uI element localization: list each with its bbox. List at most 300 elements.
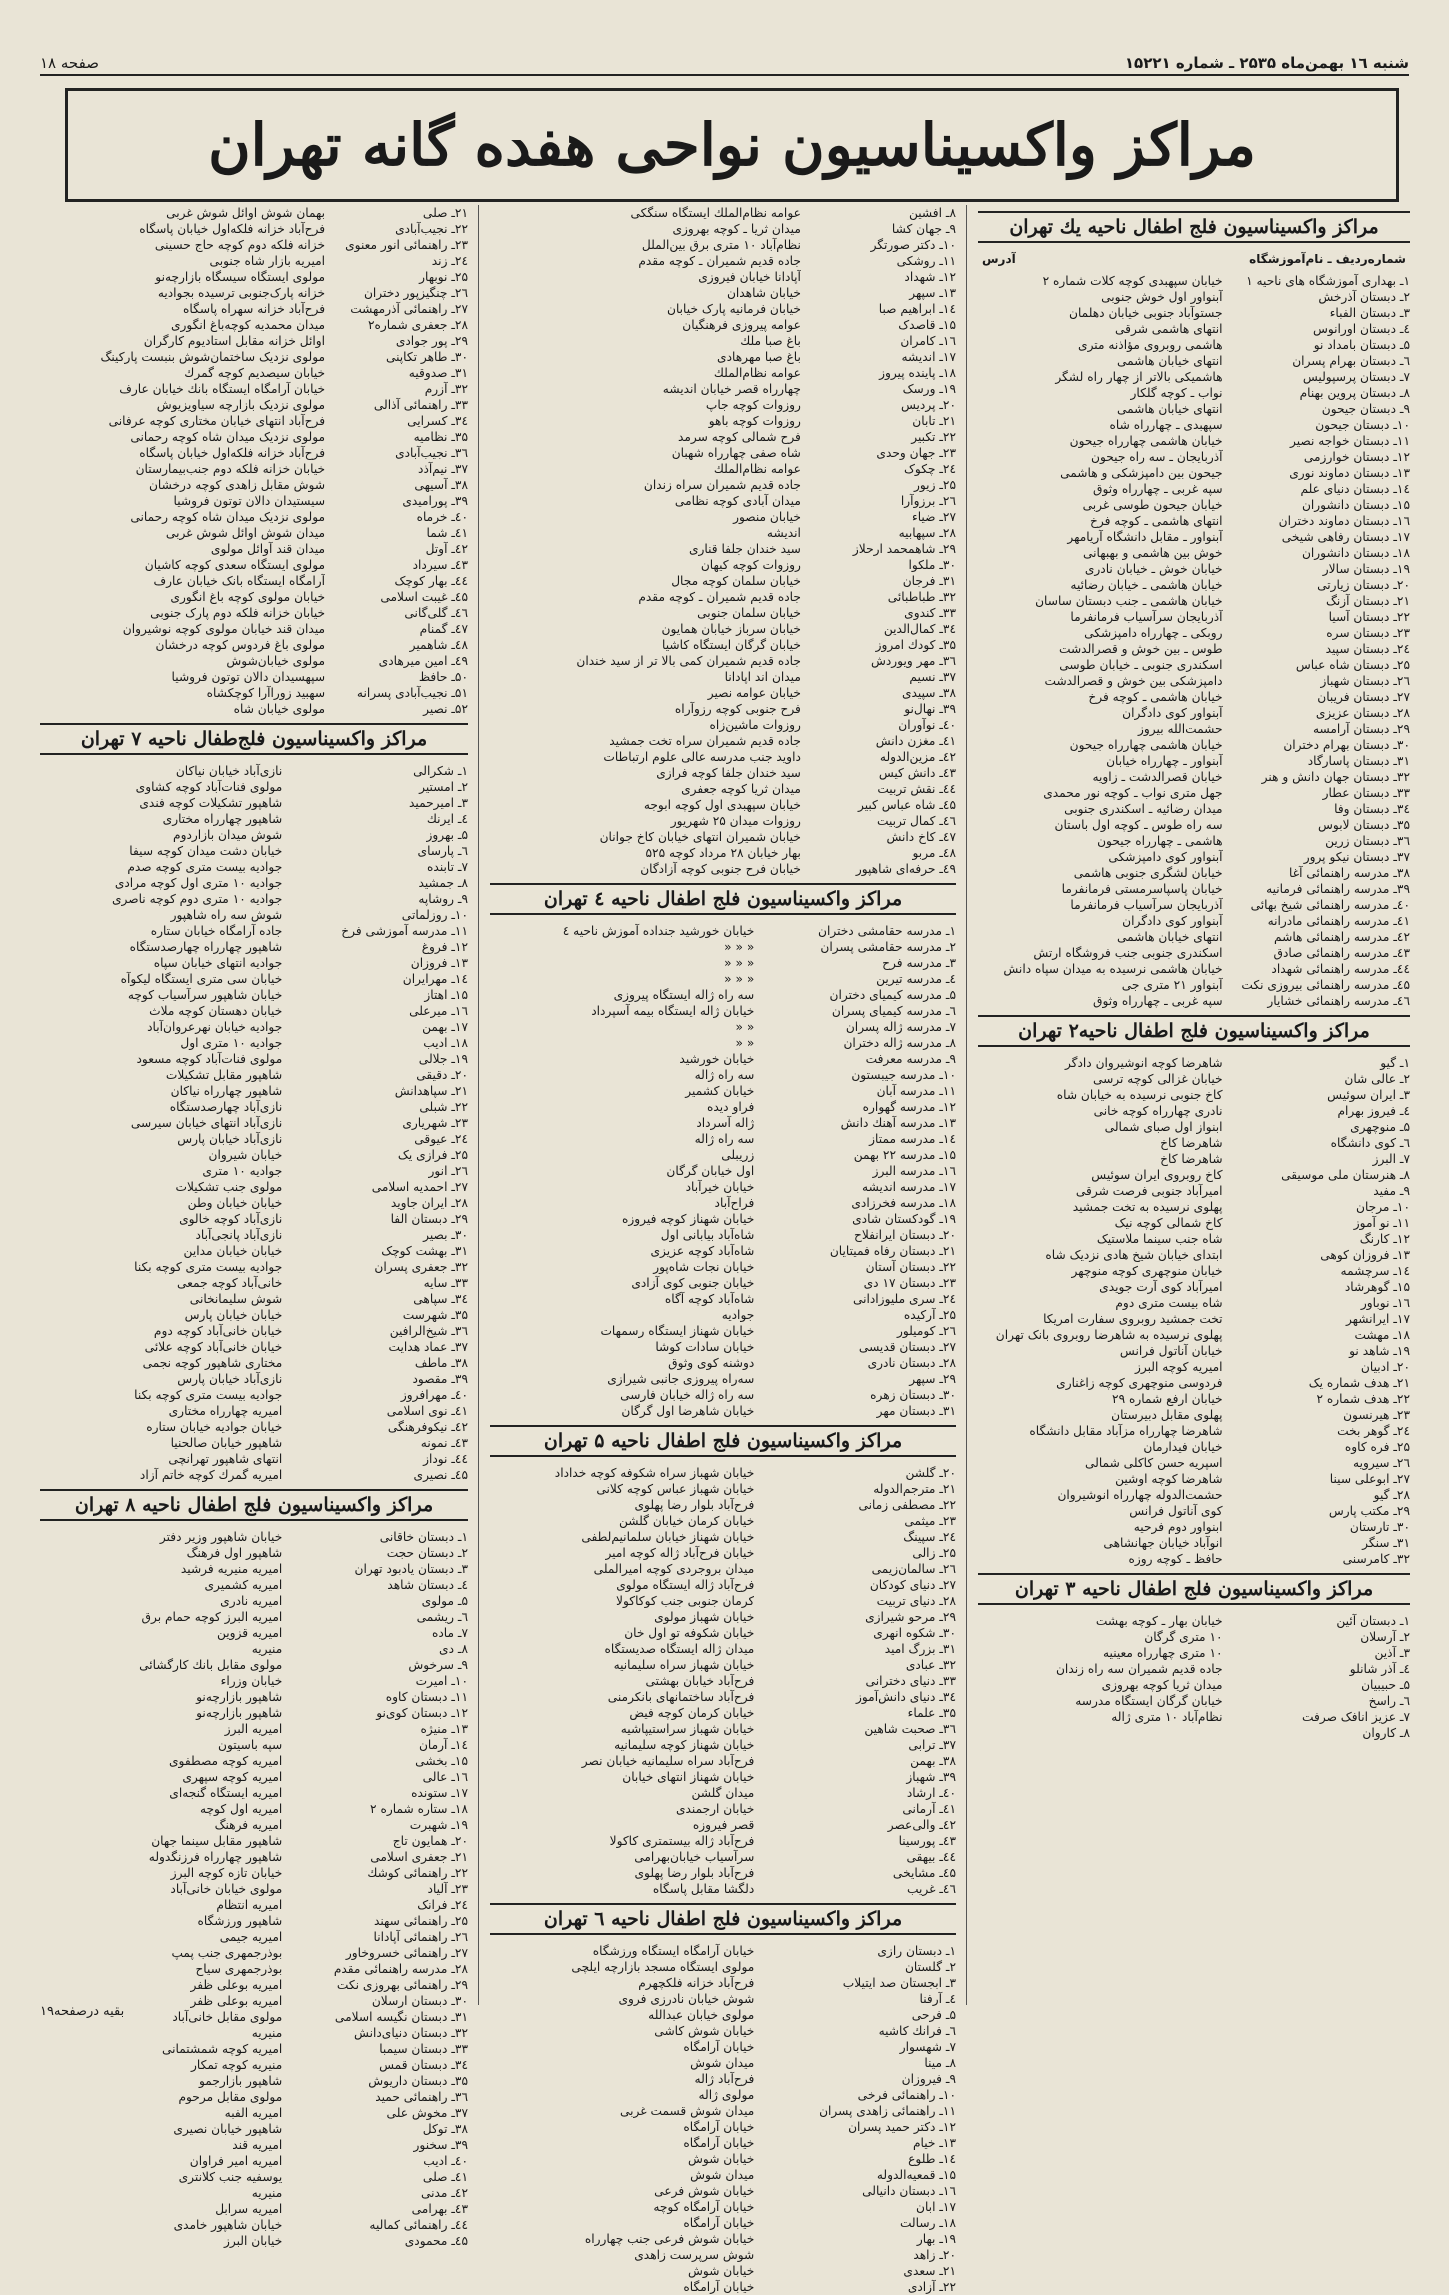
center-address: کاخ شمالی کوچه نیک bbox=[1114, 1216, 1223, 1230]
list-item bbox=[490, 285, 956, 301]
center-address: بوذرجمهری جنب پمپ bbox=[171, 1946, 283, 1960]
center-name: ۲٤ـ چکوک bbox=[903, 462, 956, 476]
list-item bbox=[40, 1163, 468, 1179]
center-name: ٦ـ راسخ bbox=[1368, 1694, 1410, 1708]
headline-box bbox=[65, 88, 1399, 202]
list-item bbox=[490, 1227, 956, 1243]
center-name: ۱۸ـ دبستان دانشوران bbox=[1301, 546, 1410, 560]
center-address: باغ صبا مهرهادی bbox=[717, 350, 801, 364]
list-item bbox=[490, 2151, 956, 2167]
center-name: ۲۰ـ پردیس bbox=[900, 398, 956, 412]
center-address: خیابان خیابان مداین bbox=[183, 1244, 283, 1258]
center-name: ۱۷ـ مدرسه اندیشه bbox=[862, 1180, 956, 1194]
center-address: خیابان خزانه فلکه دوم جنب‌بیمارستان bbox=[135, 462, 326, 476]
list-item bbox=[40, 477, 468, 493]
center-address: شاهپور چهارراه چهارصدستگاه bbox=[129, 940, 283, 954]
center-address: قصر فیروزه bbox=[692, 1818, 755, 1832]
center-name: ۲۳ـ جهان وحدی bbox=[876, 446, 956, 460]
list-item bbox=[978, 849, 1410, 865]
center-address: سید خندان جلفا کوچه فرازی bbox=[656, 766, 801, 780]
center-name: ۷ـ دبستان پرسپولیس bbox=[1302, 370, 1410, 384]
center-address: خزانه فلکه دوم کوچه حاج حسینی bbox=[154, 238, 326, 252]
center-name: ۱۵ـ قاصدک bbox=[898, 318, 956, 332]
center-address: روزوات میدان ۲۵ شهریور bbox=[670, 814, 801, 828]
center-name: ۷ـ ماده bbox=[431, 1626, 468, 1640]
list-item bbox=[490, 2055, 956, 2071]
list-item bbox=[40, 429, 468, 445]
center-address: سهبید زوراآرا کوچکشاه bbox=[206, 686, 326, 700]
center-name: ۹ـ سرخوش bbox=[408, 1658, 468, 1672]
center-address: امیریه قزوین bbox=[217, 1626, 283, 1640]
center-name: ۳۵ـ دبستان لابوس bbox=[1318, 818, 1410, 832]
center-address: میدان شوش اوائل شوش غربی bbox=[165, 526, 326, 540]
list-item bbox=[40, 955, 468, 971]
center-name: ۳٤ـ دبستان وفا bbox=[1334, 802, 1410, 816]
center-name: ۲٦ـ انور bbox=[428, 1164, 468, 1178]
list-item bbox=[490, 1975, 956, 1991]
center-name: ۲۵ـ فره کاوه bbox=[1344, 1440, 1410, 1454]
center-address: امیریه اول کوچه bbox=[199, 1802, 283, 1816]
list-item bbox=[40, 1083, 468, 1099]
center-address: فرح‌آباد خزانه فلکه‌اول خیابان پاسگاه bbox=[139, 222, 326, 236]
center-name: ۵ـ مولوی bbox=[421, 1594, 468, 1608]
center-address: فرح‌آباد ژاله ایستگاه مولوی bbox=[616, 1578, 755, 1592]
center-name: ۳۵ـ دبستان داریوش bbox=[368, 2074, 468, 2088]
list-item bbox=[978, 369, 1410, 385]
center-name: ۳٤ـ سپاهی bbox=[413, 1292, 468, 1306]
center-name: ۲۸ـ گیو bbox=[1373, 1488, 1410, 1502]
center-name: ۱۹ـ گودکستان شادی bbox=[852, 1212, 956, 1226]
center-address: میدان اند اپادانا bbox=[724, 670, 801, 684]
list-item bbox=[490, 1051, 956, 1067]
center-address: سه راه طوس ـ کوچه اول باستان bbox=[1054, 818, 1223, 832]
center-name: ۲۰ـ همایون تاج bbox=[392, 1834, 468, 1848]
list-item bbox=[40, 1435, 468, 1451]
list-item bbox=[490, 2135, 956, 2151]
list-item bbox=[978, 1519, 1410, 1535]
list-item bbox=[978, 417, 1410, 433]
list-item bbox=[490, 1339, 956, 1355]
list-item bbox=[490, 1865, 956, 1881]
center-address: « « « bbox=[724, 956, 755, 970]
center-address: امیریه کوچه مصطفوی bbox=[168, 1754, 283, 1768]
center-name: ۳۱ـ بزرگ امید bbox=[884, 1642, 956, 1656]
center-address: خیابان شهباز سراستیپاشیه bbox=[620, 1722, 755, 1736]
center-name: ۱۵ـ قمعیه‌الدوله bbox=[876, 2168, 956, 2182]
list-item bbox=[978, 1167, 1410, 1183]
center-address: شاهپور چهارراه مختاری bbox=[162, 812, 283, 826]
list-item bbox=[978, 385, 1410, 401]
center-address: میدان ثریا ـ کوچه بهروزی bbox=[672, 222, 801, 236]
list-item bbox=[40, 891, 468, 907]
list-item bbox=[490, 445, 956, 461]
center-name: ۱۸ـ ادیب bbox=[423, 1036, 468, 1050]
center-address: امیریه بوعلی ظفر bbox=[190, 1978, 283, 1992]
center-name: ۳۸ـ ماطف bbox=[414, 1356, 468, 1370]
center-address: شاهرضا چهارراه مزآباد مقابل دانشگاه bbox=[1029, 1424, 1223, 1438]
list-item bbox=[490, 861, 956, 877]
center-name: ٤٦ـ مدرسه راهنمائی خشایار bbox=[1267, 994, 1410, 1008]
center-name: ٤٦ـ کمال تربیت bbox=[877, 814, 956, 828]
center-name: ۲۱ـ دبستان رفاه فمیتایان bbox=[829, 1244, 956, 1258]
list-item bbox=[978, 913, 1410, 929]
center-name: ۲۷ـ دبستان قدیسی bbox=[858, 1340, 956, 1354]
center-address: زریبلی bbox=[721, 1148, 755, 1162]
center-name: ۲۲ـ تکبیر bbox=[911, 430, 956, 444]
center-address: خیابان شاهدان bbox=[726, 286, 801, 300]
center-name: ۷ـ مدرسه ژاله پسران bbox=[845, 1020, 956, 1034]
page-number: صفحه ۱۸ bbox=[40, 54, 99, 72]
list-item bbox=[490, 1035, 956, 1051]
center-address: خیابان ارفع شماره ۲۹ bbox=[1112, 1392, 1223, 1406]
center-name: ۸ـ هنرستان ملی موسیقی bbox=[1281, 1168, 1410, 1182]
list-item bbox=[490, 987, 956, 1003]
list-item bbox=[490, 1211, 956, 1227]
center-name: ۳۱ـ سنگر bbox=[1362, 1536, 1410, 1550]
list-item bbox=[40, 1849, 468, 1865]
center-address: یوسفیه جنب کلانتری bbox=[178, 2170, 283, 2184]
center-address: شوش خیابان نادرزی فروی bbox=[618, 1992, 755, 2006]
center-name: ۳۰ـ دبستان بهرام دختران bbox=[1283, 738, 1410, 752]
center-name: ۲۱ـ سعدی bbox=[903, 2264, 956, 2278]
list-item bbox=[40, 397, 468, 413]
column-right bbox=[978, 205, 1410, 1741]
center-name: ۱۲ـ شهداد bbox=[904, 270, 956, 284]
center-name: ٤۳ـ سیرداد bbox=[412, 558, 468, 572]
center-name: ۱۷ـ ایرانشهر bbox=[1345, 1312, 1410, 1326]
center-name: ۳۲ـ آزرم bbox=[424, 382, 468, 396]
center-name: ۱۷ـ اندیشه bbox=[901, 350, 956, 364]
center-address: خیابان عوامه نصیر bbox=[707, 686, 801, 700]
center-address: سه راه ژاله خیابان فارسی bbox=[620, 1388, 755, 1402]
list-item bbox=[978, 705, 1410, 721]
center-name: ٤۵ـ شاه عباس کبیر bbox=[857, 798, 956, 812]
center-name: ۱۰ـ مرجان bbox=[1356, 1200, 1410, 1214]
center-name: ۳۳ـ راهنمائی آذالی bbox=[373, 398, 468, 412]
list-item bbox=[490, 1083, 956, 1099]
list-item bbox=[40, 589, 468, 605]
center-address: شاهپور ورزشگاه bbox=[197, 1914, 283, 1928]
list-item bbox=[978, 1087, 1410, 1103]
center-name: ٤۱ـ نوی اسلامی bbox=[386, 1404, 468, 1418]
center-name: ۲۳ـ هیرنسون bbox=[1343, 1408, 1410, 1422]
center-list bbox=[490, 205, 956, 877]
center-address: مولوی مقابل بانك کارگشائی bbox=[139, 1658, 283, 1672]
list-item bbox=[40, 971, 468, 987]
center-address: فرح شمالی کوچه سرمد bbox=[677, 430, 801, 444]
center-address: انتهای خیابان هاشمی bbox=[1116, 402, 1223, 416]
list-item bbox=[40, 2153, 468, 2169]
center-name: ۱۳ـ فروزان bbox=[410, 956, 468, 970]
center-address: مولوی خیابان شاه bbox=[233, 702, 326, 716]
list-item bbox=[978, 593, 1410, 609]
list-item bbox=[490, 365, 956, 381]
list-item bbox=[40, 621, 468, 637]
center-address: خیابان آرامگاه bbox=[683, 2120, 755, 2134]
center-address: مولوی خیابان‌شوش bbox=[226, 654, 326, 668]
list-item bbox=[40, 525, 468, 541]
list-item bbox=[40, 1833, 468, 1849]
section-title: مراکز واکسیناسیون فلج اطفال ناحیه ٤ تهران bbox=[490, 883, 956, 915]
center-address: مولوی ایستگاه مسجد بازارچه ایلچی bbox=[571, 1960, 755, 1974]
center-name: ۳۹ـ نهال‌نو bbox=[904, 702, 956, 716]
center-name: ۳ـ دبستان یادبود تهران bbox=[354, 1562, 468, 1576]
center-name: ۲۵ـ دبستان شاه عباس bbox=[1295, 658, 1410, 672]
list-item bbox=[40, 1467, 468, 1483]
list-item bbox=[490, 1067, 956, 1083]
center-name: ۲٦ـ دبستان شهباز bbox=[1320, 674, 1410, 688]
center-name: ٤۵ـ غیبت اسلامی bbox=[380, 590, 468, 604]
center-name: ۱٦ـ نوباور bbox=[1360, 1296, 1410, 1310]
list-item bbox=[978, 769, 1410, 785]
center-name: ٤۱ـ مغزن دانش bbox=[875, 734, 956, 748]
list-item bbox=[40, 1945, 468, 1961]
list-item bbox=[40, 1451, 468, 1467]
center-address: امیریه قند bbox=[232, 2138, 283, 2152]
center-address: جوادیه ۱۰ متری دوم کوچه ناصری bbox=[111, 892, 283, 906]
center-name: ۳۰ـ بصیر bbox=[423, 1228, 468, 1242]
center-address: روزوات ماشین‌زاه bbox=[709, 718, 801, 732]
center-address: هاشمی روبروی مؤاذنه متری bbox=[1078, 338, 1223, 352]
center-address: شاه بیست متری دوم bbox=[1115, 1296, 1223, 1310]
center-name: ٤۵ـ مدرسه راهنمائی بیروزی نکت bbox=[1241, 978, 1410, 992]
center-address: مولوی مقابل خانی‌آباد bbox=[172, 2010, 283, 2024]
list-item bbox=[490, 829, 956, 845]
center-name: ۱ـ دبستان رازی bbox=[877, 1944, 956, 1958]
list-item bbox=[490, 461, 956, 477]
list-item bbox=[40, 1705, 468, 1721]
center-name: ۱۳ـ فروزان کوهی bbox=[1320, 1248, 1410, 1262]
center-name: ۲۹ـ پور جوادی bbox=[395, 334, 468, 348]
list-item bbox=[40, 1721, 468, 1737]
center-name: ۱٦ـ دبستان دانیالی bbox=[862, 2184, 956, 2198]
center-name: ۵ـ بهروز bbox=[426, 828, 468, 842]
list-item bbox=[978, 993, 1410, 1009]
list-item bbox=[490, 923, 956, 939]
list-item bbox=[978, 881, 1410, 897]
center-address: خیابان آرامگاه bbox=[683, 2216, 755, 2230]
center-address: مولوی نزدیک میدان شاه کوچه رحمانی bbox=[130, 510, 326, 524]
center-address: آذربایجان سرآسیاب فرمانفرما bbox=[1070, 610, 1223, 624]
list-item bbox=[978, 1535, 1410, 1551]
list-item bbox=[490, 765, 956, 781]
center-name: ۳۲ـ عبادی bbox=[905, 1658, 956, 1672]
column-rule bbox=[966, 205, 967, 2005]
center-name: ٤۵ـ مشایخی bbox=[892, 1866, 956, 1880]
list-item bbox=[40, 2073, 468, 2089]
center-address: خیابان شوش فرعی جنب چهارراه bbox=[584, 2232, 755, 2246]
center-address: خیابان البرز bbox=[224, 2234, 283, 2248]
center-name: ۳۱ـ صدوقیه bbox=[408, 366, 468, 380]
center-address: شاهپور مقابل تشکیلات bbox=[165, 1068, 283, 1082]
center-address: نازی‌آباد کوچه خالوی bbox=[179, 1212, 283, 1226]
center-name: ۳۷ـ عماد هدایت bbox=[388, 1340, 468, 1354]
list-item bbox=[978, 817, 1410, 833]
center-address: فراو دیده bbox=[706, 1100, 755, 1114]
list-item bbox=[490, 2103, 956, 2119]
section-title: مراکز واکسیناسیون فلج اطفال ناحیه ۵ تهران bbox=[490, 1425, 956, 1457]
center-address: شاهپور چهارراه نیاکان bbox=[170, 1084, 283, 1098]
center-name: ۵۱ـ نجیب‌آبادی پسرانه bbox=[356, 686, 468, 700]
center-name: ۲۲ـ راهنمائی کوشك bbox=[367, 1866, 468, 1880]
center-name: ۳۵ـ کودك امروز bbox=[875, 638, 956, 652]
center-address: منیریه bbox=[251, 2026, 283, 2040]
center-name: ۱۵ـ بخشی bbox=[415, 1754, 468, 1768]
list-item bbox=[40, 1339, 468, 1355]
list-item bbox=[978, 529, 1410, 545]
center-name: ٤٤ـ راهنمائی کمالیه bbox=[369, 2218, 468, 2232]
list-item bbox=[490, 301, 956, 317]
list-item bbox=[40, 221, 468, 237]
center-address: خیابان خیابان پارس bbox=[184, 1308, 283, 1322]
list-item bbox=[978, 1693, 1410, 1709]
center-address: خیابان فرمانیه پارک خیابان bbox=[667, 302, 801, 316]
center-name: ۱۲ـ مدرسه گهواره bbox=[862, 1100, 956, 1114]
center-address: خانی‌آباد کوچه جمعی bbox=[177, 1276, 283, 1290]
list-item bbox=[40, 669, 468, 685]
center-address: امیرآباد جنوبی فرصت شرقی bbox=[1075, 1184, 1223, 1198]
center-address: امیریه فرهنگ bbox=[214, 1818, 283, 1832]
center-name: ۲۳ـ آلیاد bbox=[427, 1882, 468, 1896]
header-address: آدرس bbox=[982, 252, 1016, 266]
center-name: ۳۰ـ دبستان زهره bbox=[870, 1388, 956, 1402]
list-item bbox=[40, 1913, 468, 1929]
center-address: شاه صفی چهارراه شهبان bbox=[671, 446, 801, 460]
center-name: ۳ـ ایران سوئیس bbox=[1327, 1088, 1410, 1102]
center-name: ۱۷ـ ابان bbox=[916, 2200, 956, 2214]
center-name: ٦ـ دبستان بهرام پسران bbox=[1292, 354, 1410, 368]
center-name: ۲۱ـ تابان bbox=[912, 414, 956, 428]
center-name: ۳٦ـ صحبت شاهین bbox=[864, 1722, 956, 1736]
center-address: فرح‌آباد خیابان بهشتی bbox=[645, 1674, 755, 1688]
list-item bbox=[40, 1641, 468, 1657]
center-name: ٤۲ـ مدرسه راهنمائی هاشم bbox=[1274, 930, 1410, 944]
center-name: ۳۰ـ تارستان bbox=[1349, 1520, 1410, 1534]
list-item bbox=[978, 801, 1410, 817]
center-address: جاده قدیم شمیران سراه زندان bbox=[643, 478, 801, 492]
center-name: ٤۱ـ آرمانی bbox=[902, 1802, 956, 1816]
list-item bbox=[40, 1291, 468, 1307]
list-item bbox=[978, 721, 1410, 737]
center-name: ٤ـ دبستان شاهد bbox=[387, 1578, 468, 1592]
center-address: عوامه نظام‌الملك bbox=[713, 366, 801, 380]
column-rule bbox=[478, 205, 479, 2005]
center-address: میدان ثریا کوچه جعفری bbox=[681, 782, 801, 796]
center-name: ٦ـ ریشمی bbox=[416, 1610, 468, 1624]
list-item bbox=[978, 1151, 1410, 1167]
center-address: کرمان جنوبی جنب کوکاکولا bbox=[616, 1594, 755, 1608]
center-name: ۲٦ـ کومیلور bbox=[896, 1324, 956, 1338]
center-address: فرح‌آباد ژاله bbox=[694, 2072, 755, 2086]
center-name: ٤۲ـ آوتل bbox=[425, 542, 468, 556]
list-item bbox=[490, 2215, 956, 2231]
list-item bbox=[40, 1577, 468, 1593]
center-address: شاهپور بازارجمو bbox=[199, 2074, 283, 2088]
center-name: ۱۳ـ دبستان دماوند نوری bbox=[1289, 466, 1410, 480]
center-name: ۲ـ مدرسه حقامشی پسران bbox=[820, 940, 956, 954]
center-address: منیریه bbox=[251, 2186, 283, 2200]
center-address: خیابان شهناز ایستگاه رسمهات bbox=[600, 1324, 755, 1338]
center-name: ۱۱ـ مدرسه آموزشی فرخ bbox=[341, 924, 468, 938]
center-address: امیریه جیمی bbox=[219, 1930, 283, 1944]
center-name: ۱۲ـ دبستان خوارزمی bbox=[1303, 450, 1410, 464]
center-address: شاهرضا کاخ bbox=[1160, 1152, 1223, 1166]
center-name: ٦ـ پارسای bbox=[417, 844, 468, 858]
center-address: امیریه بوعلی ظفر bbox=[190, 1994, 283, 2008]
center-address: امیریه البرز کوچه حمام برق bbox=[141, 1610, 283, 1624]
list-item bbox=[40, 541, 468, 557]
center-name: ۳۱ـ بهشت کوچک bbox=[381, 1244, 468, 1258]
center-name: ۳۷ـ نیم‌آذد bbox=[418, 462, 468, 476]
center-name: ۱۹ـ ورسک bbox=[902, 382, 956, 396]
center-address: فرح‌آباد بلوار رضا پهلوی bbox=[634, 1498, 755, 1512]
center-name: ۱٦ـ عالی bbox=[422, 1770, 468, 1784]
list-item bbox=[490, 1291, 956, 1307]
center-address: خیابان دشت میدان کوچه سیفا bbox=[129, 844, 283, 858]
center-name: ٤۰ـ مدرسه راهنمائی شیخ بهائی bbox=[1250, 898, 1410, 912]
center-name: ۱۰ـ دکتر صورتگر bbox=[870, 238, 956, 252]
center-name: ٤ـ مدرسه تیرین bbox=[876, 972, 956, 986]
center-name: ۱۷ـ بهمن bbox=[422, 1020, 468, 1034]
list-item bbox=[978, 657, 1410, 673]
center-name: ۱۳ـ مدرسه آهنك دانش bbox=[840, 1116, 956, 1130]
center-name: ۲ـ دبستان آذرخش bbox=[1318, 290, 1410, 304]
center-address: انتهای هاشمی شرقی bbox=[1115, 322, 1223, 336]
list-item bbox=[490, 1959, 956, 1975]
list-item bbox=[40, 573, 468, 589]
center-address: شوش سرپرست زاهدی bbox=[634, 2248, 755, 2262]
list-item bbox=[40, 1355, 468, 1371]
center-address: خیابان جیحون طوسی غربی bbox=[1082, 498, 1223, 512]
center-address: جاده قدیم شمیران ـ کوچه مقدم bbox=[638, 254, 801, 268]
center-name: ۲٤ـ سپینگ bbox=[903, 1530, 956, 1544]
center-address: فرح‌آباد بلوار رضا پهلوی bbox=[634, 1866, 755, 1880]
center-address: خیابان شهناز کوچه سلیمانیه bbox=[614, 1738, 755, 1752]
center-name: ۳٦ـ راهنمائی حمید bbox=[375, 2090, 468, 2104]
center-address: جاده قدیم شمیران کمی بالا تر از سید خندان bbox=[576, 654, 801, 668]
list-item bbox=[978, 1391, 1410, 1407]
center-name: ۳۳ـ دبستان سیمبا bbox=[379, 2042, 468, 2056]
list-item bbox=[978, 1263, 1410, 1279]
center-address: خزانه پارک‌جنوبی ترسیده بجوادیه bbox=[157, 286, 326, 300]
list-item bbox=[978, 1725, 1410, 1741]
center-name: ۳۲ـ طباطبائی bbox=[887, 590, 956, 604]
center-address: خیابان شهباز سراه سلیمانیه bbox=[613, 1658, 755, 1672]
center-name: ۳۸ـ سپیدی bbox=[901, 686, 956, 700]
center-address: میدان گلشن bbox=[691, 1786, 755, 1800]
center-address: امیریه گمرك کوچه خاتم آزاد bbox=[139, 1468, 283, 1482]
center-name: ۲٤ـ دبستان سپید bbox=[1325, 642, 1410, 656]
list-item bbox=[490, 1943, 956, 1959]
center-name: ۲۵ـ نوبهار bbox=[419, 270, 468, 284]
center-address: حافظ ـ کوچه روزه bbox=[1128, 1552, 1223, 1566]
center-name: ۵ـ حبیبیان bbox=[1361, 1678, 1410, 1692]
center-name: ۱۳ـ خیام bbox=[912, 2136, 956, 2150]
center-name: ٤۲ـ مدنی bbox=[420, 2186, 468, 2200]
list-item bbox=[40, 509, 468, 525]
center-name: ۱۸ـ پاینده پیروز bbox=[879, 366, 956, 380]
list-item bbox=[490, 2023, 956, 2039]
center-address: جوادیه ۱۰ متری bbox=[202, 1164, 283, 1178]
center-name: ۳۳ـ سایه bbox=[423, 1276, 468, 1290]
center-name: ۱۵ـ دبستان دانشوران bbox=[1301, 498, 1410, 512]
list-item bbox=[490, 1387, 956, 1403]
center-address: خیابان خیرآباد bbox=[685, 1180, 755, 1194]
list-item bbox=[490, 541, 956, 557]
center-name: ۲۱ـ مترجم‌الدوله bbox=[873, 1482, 956, 1496]
list-item bbox=[978, 1119, 1410, 1135]
column-header bbox=[978, 251, 1410, 267]
